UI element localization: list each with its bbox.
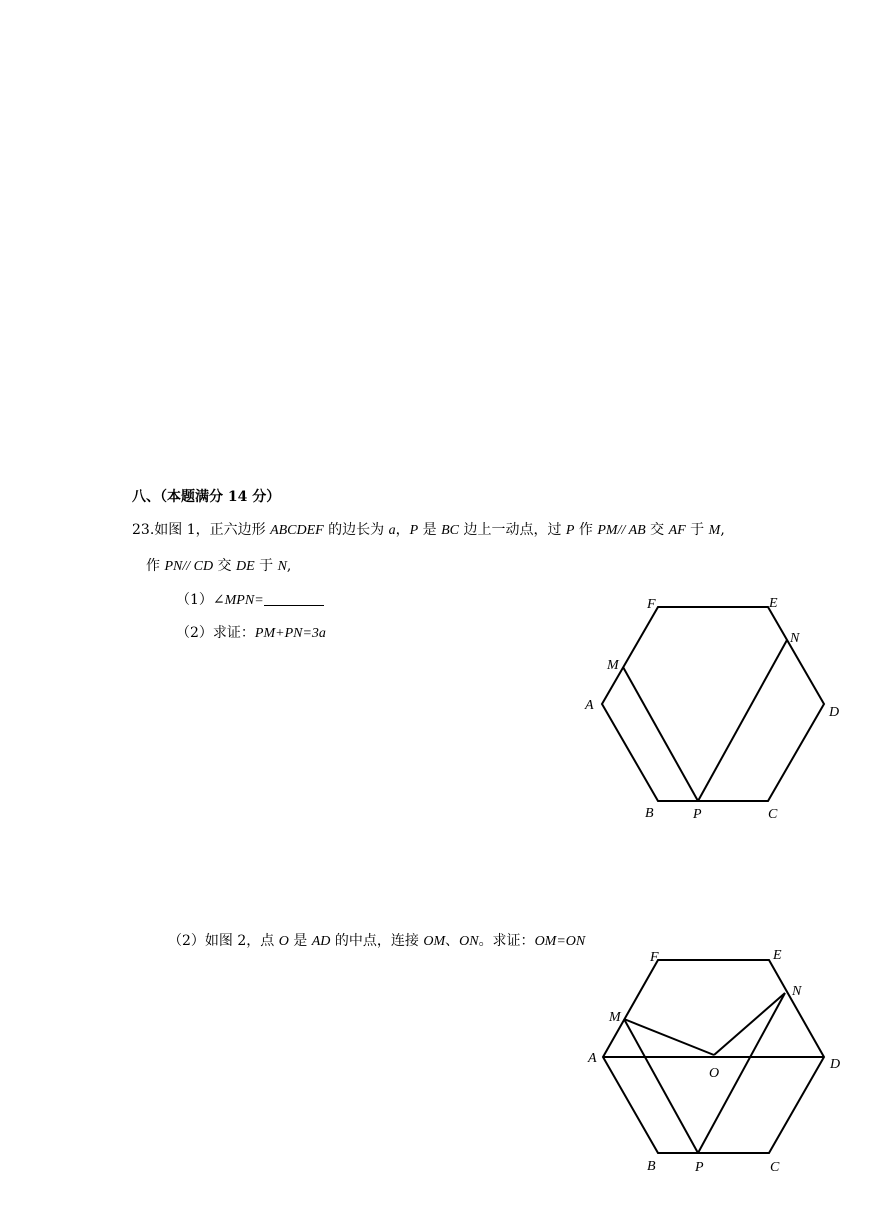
text: 23.如图 1，正六边形 (132, 522, 271, 538)
var: OM=ON (534, 934, 586, 949)
text: 于 (254, 558, 278, 574)
text: 交 (645, 522, 669, 538)
var: BC (441, 523, 459, 538)
var: AF (668, 523, 686, 538)
text: 作 (574, 522, 598, 538)
text: 是 (288, 933, 312, 949)
text: , (720, 522, 725, 538)
text: 边上一动点，过 (459, 522, 566, 538)
label-d: D (830, 1057, 841, 1072)
var: PM// AB (597, 523, 646, 538)
figure-1-labels (584, 596, 839, 822)
text: , (286, 558, 292, 574)
text: 于 (685, 522, 709, 538)
label-c: C (768, 807, 778, 822)
var: PM+PN=3 (254, 626, 319, 641)
var: OM (423, 934, 446, 949)
label-c: C (770, 1160, 780, 1175)
text: （2）如图 2，点 (168, 933, 279, 949)
label-b: B (645, 806, 654, 821)
label-m: M (609, 1010, 621, 1025)
text: 作 (146, 558, 165, 574)
var: P (565, 523, 575, 538)
figure-2 (603, 960, 824, 1153)
section-heading: 八、（本题满分 14 分） (132, 489, 281, 505)
var: PN// CD (164, 559, 214, 574)
var: DE (235, 559, 255, 574)
segment-pn-1 (698, 640, 787, 801)
label-b: B (647, 1159, 656, 1174)
label-m: M (607, 658, 619, 673)
var: a (388, 523, 396, 538)
label-f: F (647, 597, 656, 612)
text: 。求证： (478, 933, 535, 949)
text: 、 (445, 933, 460, 949)
label-e: E (769, 596, 778, 611)
label-p: P (693, 807, 702, 822)
var: M (708, 523, 721, 538)
segment-on (714, 993, 785, 1055)
var: ABCDEF (270, 523, 324, 538)
label-d: D (829, 705, 840, 720)
text: （2）求证： (176, 625, 255, 641)
text: ， (395, 522, 410, 538)
var: P (409, 523, 419, 538)
var: a (318, 626, 326, 641)
text: 的中点，连接 (330, 933, 424, 949)
segment-om (624, 1019, 714, 1055)
label-o: O (709, 1066, 720, 1081)
var: MPN= (224, 593, 264, 608)
var: O (278, 934, 289, 949)
label-n: N (790, 631, 800, 646)
var: N (277, 559, 287, 574)
segment-pm-1 (623, 667, 698, 801)
var: ON (459, 934, 479, 949)
label-e: E (773, 948, 782, 963)
var: AD (311, 934, 331, 949)
label-a: A (588, 1051, 597, 1066)
label-p: P (695, 1160, 704, 1175)
label-n: N (792, 984, 802, 999)
label-f: F (650, 950, 659, 965)
figure-2-labels (587, 948, 840, 1175)
segment-pm-2 (624, 1019, 698, 1153)
text: 交 (213, 558, 236, 574)
label-a: A (585, 698, 594, 713)
text: 的边长为 (323, 522, 389, 538)
text: （1）∠ (176, 592, 225, 608)
text: 是 (418, 522, 442, 538)
